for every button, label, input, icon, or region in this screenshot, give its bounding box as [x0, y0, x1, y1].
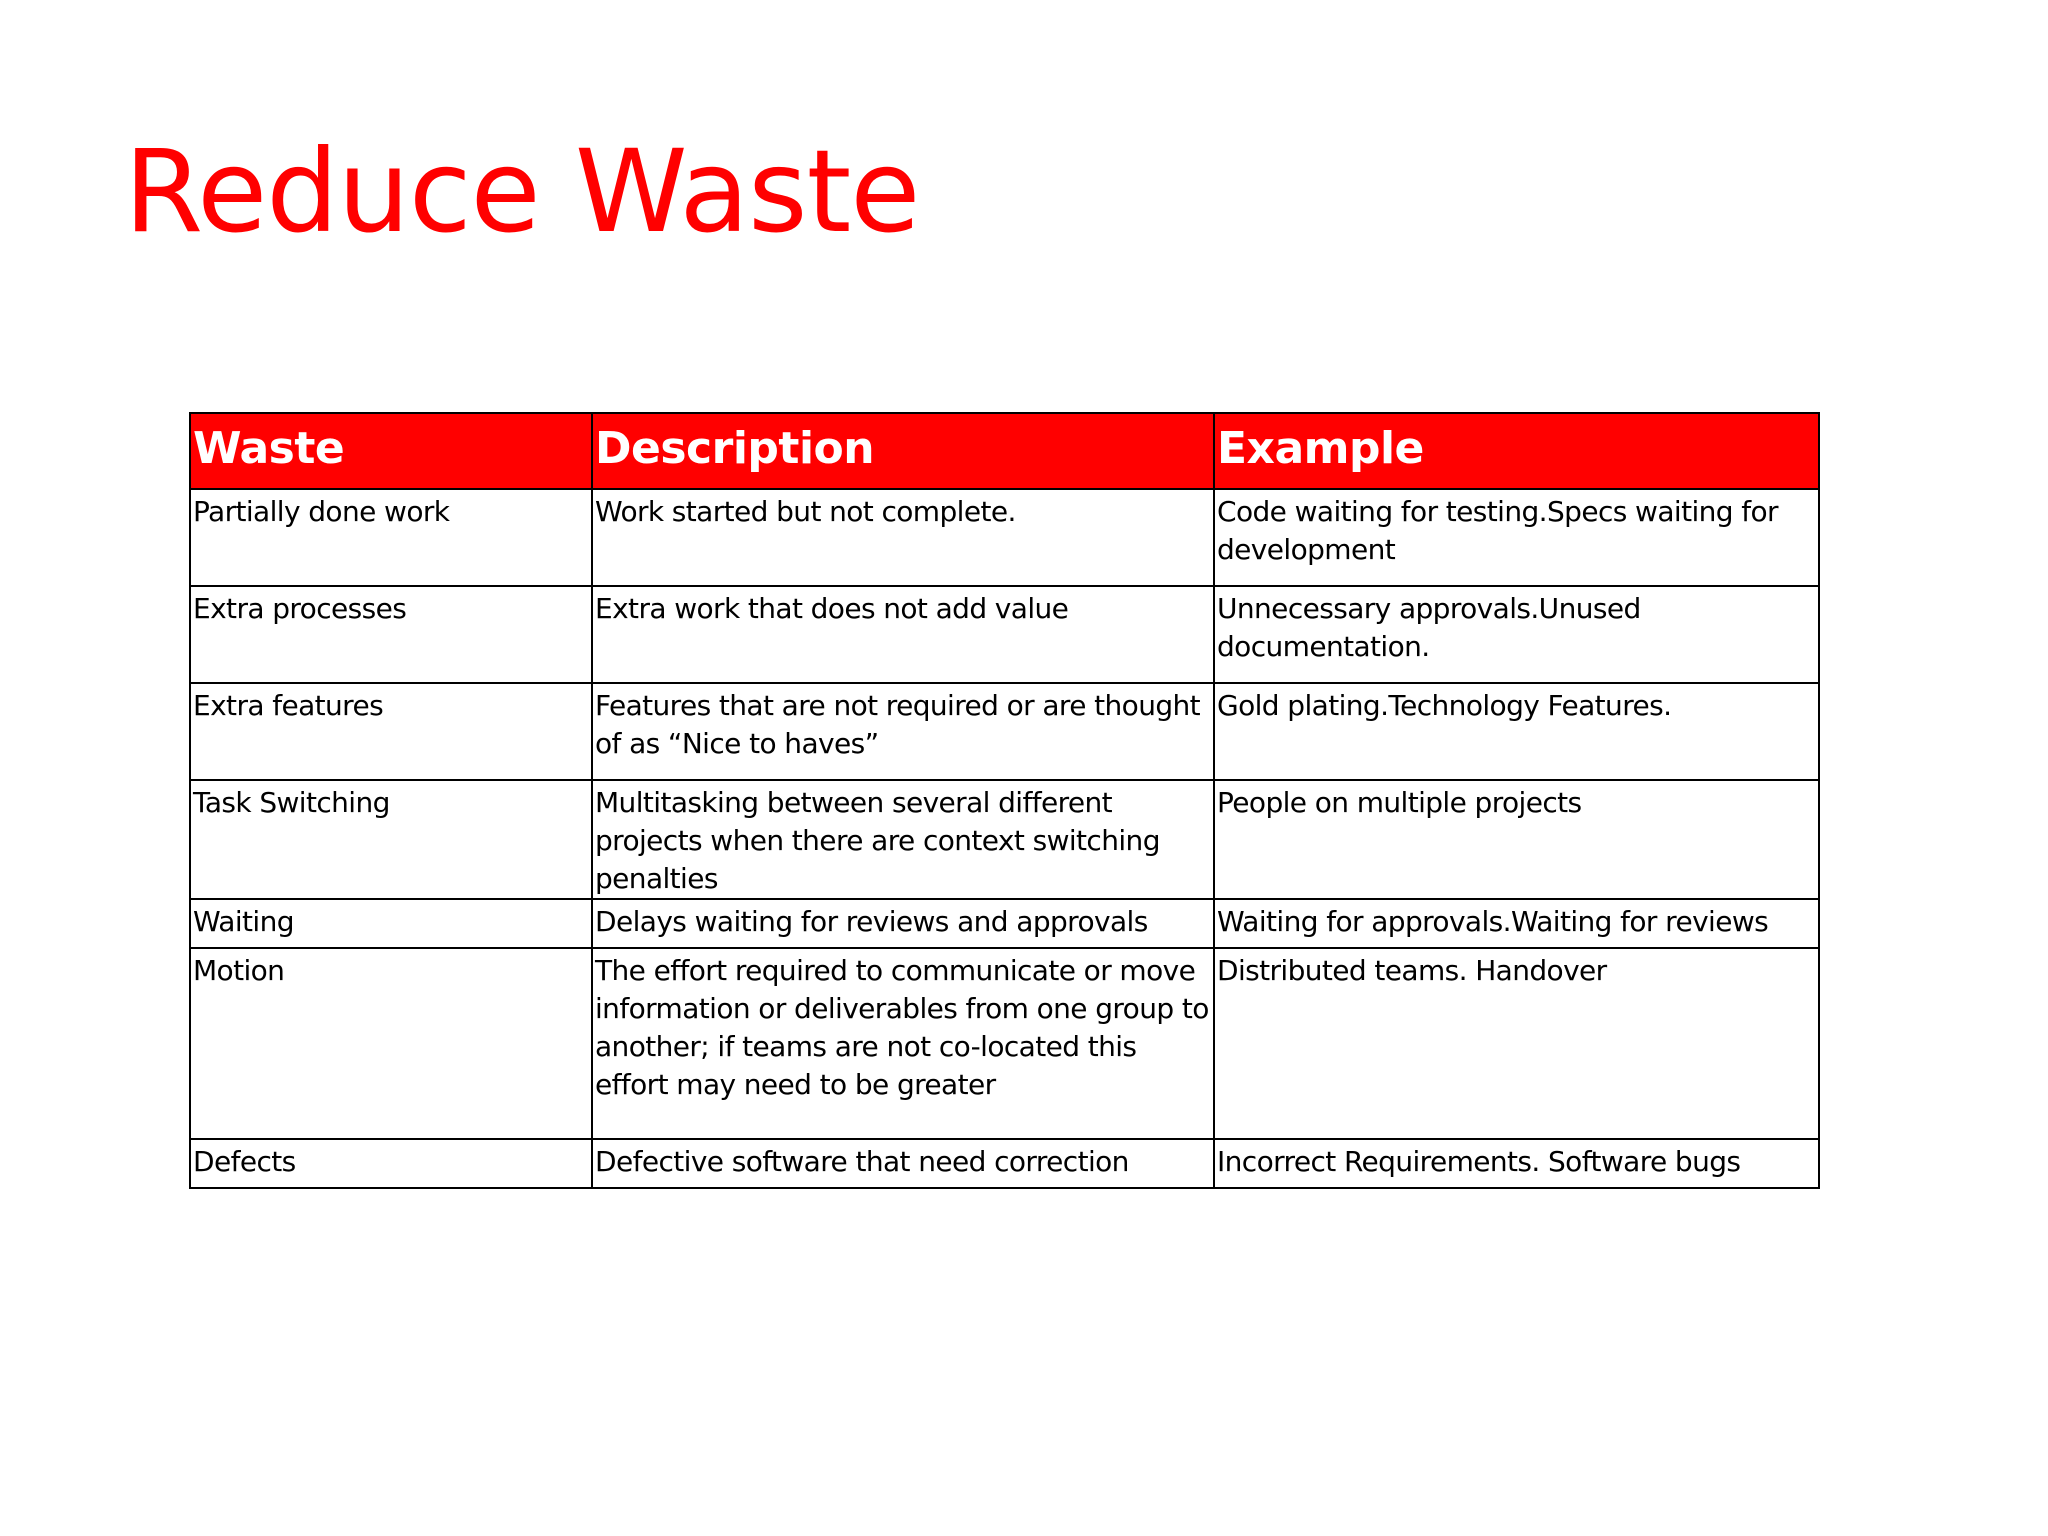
cell-description: Defective software that need correction [592, 1139, 1214, 1188]
cell-description: Work started but not complete. [592, 489, 1214, 586]
cell-waste: Motion [190, 948, 592, 1139]
cell-example: Incorrect Requirements. Software bugs [1214, 1139, 1819, 1188]
table-row [190, 489, 1819, 586]
table-row [190, 1139, 1819, 1188]
table-row [190, 780, 1819, 899]
column-header-waste: Waste [190, 413, 592, 489]
table-row [190, 586, 1819, 683]
cell-description: Delays waiting for reviews and approvals [592, 899, 1214, 948]
cell-description: Features that are not required or are thought of as “Nice to haves” [592, 683, 1214, 780]
cell-example: Waiting for approvals.Waiting for reviews [1214, 899, 1819, 948]
waste-table [189, 412, 1820, 1189]
cell-example: Code waiting for testing.Specs waiting for development [1214, 489, 1819, 586]
column-header-example: Example [1214, 413, 1819, 489]
column-header-description: Description [592, 413, 1214, 489]
cell-waste: Extra processes [190, 586, 592, 683]
slide-title: Reduce Waste [124, 125, 920, 258]
cell-example: Unnecessary approvals.Unused documentation. [1214, 586, 1819, 683]
table-row [190, 683, 1819, 780]
table-header-row [190, 413, 1819, 489]
cell-description: Extra work that does not add value [592, 586, 1214, 683]
cell-description: Multitasking between several different projects when there are context switching penalties [592, 780, 1214, 899]
cell-description: The effort required to communicate or move information or deliverables from one group to another; if teams are not co-located this effort may need to be greater [592, 948, 1214, 1139]
table-row [190, 899, 1819, 948]
table-row [190, 948, 1819, 1139]
cell-waste: Defects [190, 1139, 592, 1188]
cell-waste: Partially done work [190, 489, 592, 586]
cell-waste: Extra features [190, 683, 592, 780]
cell-waste: Waiting [190, 899, 592, 948]
cell-waste: Task Switching [190, 780, 592, 899]
cell-example: Distributed teams. Handover [1214, 948, 1819, 1139]
cell-example: People on multiple projects [1214, 780, 1819, 899]
cell-example: Gold plating.Technology Features. [1214, 683, 1819, 780]
